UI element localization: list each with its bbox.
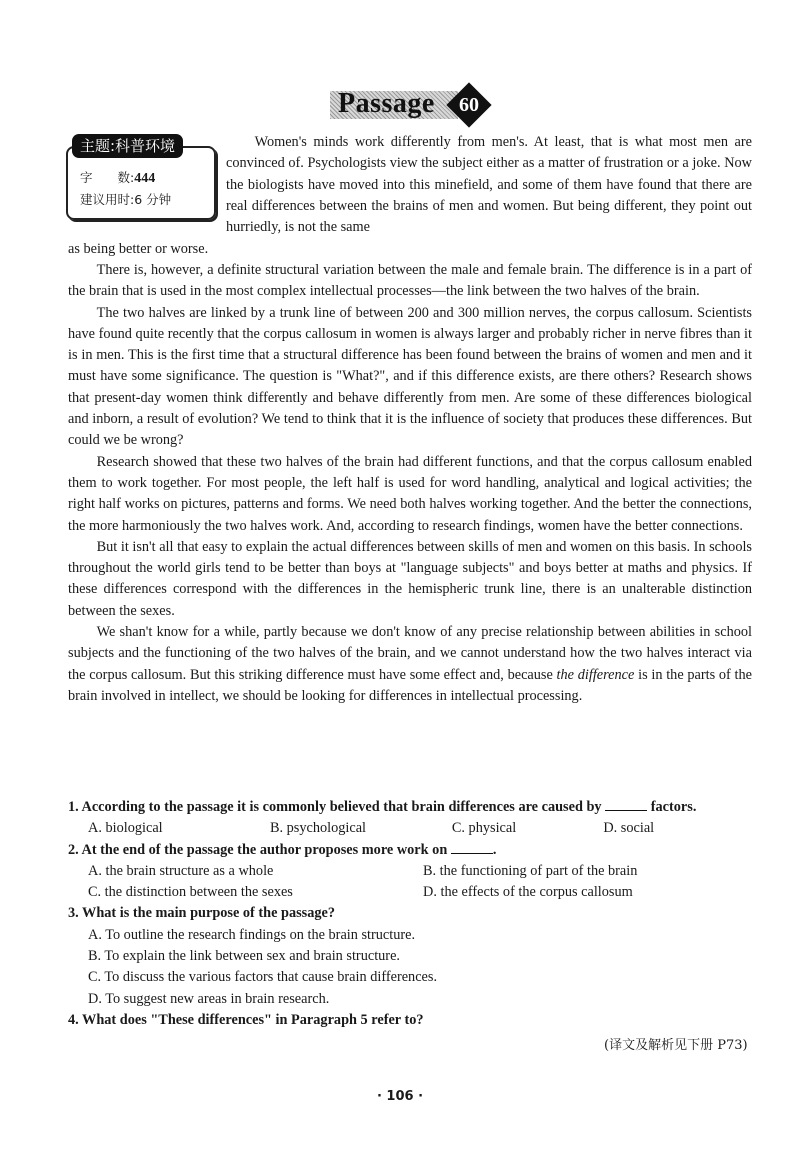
question-2 bbox=[68, 840, 758, 861]
paragraph-6-emphasis: the difference bbox=[556, 666, 635, 683]
topic-title: 主题:科普环境 bbox=[72, 134, 183, 158]
passage-number: 60 bbox=[459, 94, 479, 116]
question-1-stem: 1. According to the passage it is commonly believed that brain differences are caused by bbox=[68, 799, 606, 815]
time-value: 6 分钟 bbox=[134, 192, 172, 207]
option-b[interactable]: B. psychological bbox=[269, 820, 367, 837]
question-2-options-row-2 bbox=[68, 882, 758, 903]
option-d[interactable]: D. social bbox=[603, 820, 655, 837]
option-a[interactable]: A. To outline the research findings on the brain structure. bbox=[88, 926, 416, 943]
word-count bbox=[80, 168, 155, 187]
answer-blank bbox=[451, 841, 493, 854]
option-c[interactable]: C. To discuss the various factors that cause brain differences. bbox=[88, 969, 438, 986]
paragraph-5: But it isn't all that easy to explain the actual differences between skills of men and women on this basis. In schools throughout the world girls tend to be better than boys at "language subjects" and boys better at maths and physics. If these differences correspond with the differences in the hemispheric trunk line, there is an unalterable distinction between the sexes. bbox=[68, 538, 752, 619]
option-d[interactable]: D. the effects of the corpus callosum bbox=[423, 884, 633, 901]
question-2-stem: 2. At the end of the passage the author proposes more work on bbox=[68, 841, 451, 858]
questions-section bbox=[68, 797, 758, 1031]
option-a[interactable]: A. the brain structure as a whole bbox=[88, 862, 274, 879]
option-b[interactable]: B. To explain the link between sex and brain structure. bbox=[88, 948, 400, 965]
paragraph-1 bbox=[226, 132, 752, 238]
paragraph-1-text: Women's minds work differently from men's. At least, that is what most men are convinced of. Psychologists view the subject either as a matter of frustration or a joke. Now the biologists have moved into this minefield, and some of them have found that there are real differences between the brains of men and women. But being different, they point out hurriedly, is not the same bbox=[226, 134, 752, 236]
option-a[interactable]: A. biological bbox=[88, 820, 163, 837]
question-2-stem-end: . bbox=[492, 841, 497, 858]
answer-reference: (译文及解析见下册 P73) bbox=[604, 1038, 748, 1053]
paragraph-4: Research showed that these two halves of the brain had different functions, and that the corpus callosum enabled them to work together. For most people, the left half is used for word handling, analytical and logical activities; the right half works on pictures, patterns and forms. We need both halves working together. And the better the connections, the more harmoniously the two halves work. And, according to research findings, women have the better connections. bbox=[68, 453, 752, 534]
page-number: · 106 · bbox=[376, 1089, 424, 1104]
suggested-time bbox=[80, 190, 171, 208]
option-b[interactable]: B. the functioning of part of the brain bbox=[423, 862, 638, 879]
paragraph-6-part-a: We shan't know for a while, partly because we don't know of any precise relationship between abilities in school subjects and the functioning of the two halves of the brain, and we cannot understand how the two halves interact via the corpus callosum. But this striking difference must have some effect and, because bbox=[68, 624, 752, 683]
question-2-options-row-1 bbox=[68, 861, 758, 882]
passage-banner bbox=[330, 87, 500, 123]
question-3: 3. What is the main purpose of the passage? bbox=[68, 905, 336, 922]
paragraph-3: The two halves are linked by a trunk line of between 200 and 300 million nerves, the corpus callosum. Scientists have found quite recently that the corpus callosum in women is always larger and probably richer in nerve fibres than it is in men. This is the first time that a structural difference has been found between the brains of women and men and it must have some significance. The question is "What?", and if this difference exists, are there others? Research shows that present-day women think differently and behave differently from men. Are some of these differences biological and inborn, a result of evolution? We tend to think that it is the influence of society that produces these differences. But could we be wrong? bbox=[68, 304, 752, 449]
option-c[interactable]: C. the distinction between the sexes bbox=[88, 884, 293, 901]
question-4: 4. What does "These differences" in Paragraph 5 refer to? bbox=[68, 1011, 424, 1028]
option-c[interactable]: C. physical bbox=[451, 820, 517, 837]
question-1 bbox=[68, 797, 758, 818]
paragraph-6 bbox=[68, 622, 752, 707]
paragraph-6-part-b: is in the parts of the brain involved in intellect, we should be looking for differences in intellectual processing. bbox=[68, 666, 752, 704]
answer-blank bbox=[605, 798, 647, 811]
passage-body bbox=[68, 260, 752, 707]
option-d[interactable]: D. To suggest new areas in brain research. bbox=[88, 990, 330, 1007]
word-count-value: 444 bbox=[134, 171, 156, 186]
time-label: 建议用时: bbox=[80, 192, 135, 207]
question-1-stem-end: factors. bbox=[647, 799, 697, 815]
word-count-label: 字 数: bbox=[80, 170, 135, 185]
paragraph-2: There is, however, a definite structural variation between the male and female brain. The difference is in a part of the brain that is used in the most complex intellectual processes—the link between the two halves of the brain. bbox=[68, 262, 752, 300]
paragraph-1-tail: as being better or worse. bbox=[68, 241, 209, 257]
passage-label: Passage bbox=[338, 88, 435, 119]
question-1-options bbox=[68, 818, 758, 839]
